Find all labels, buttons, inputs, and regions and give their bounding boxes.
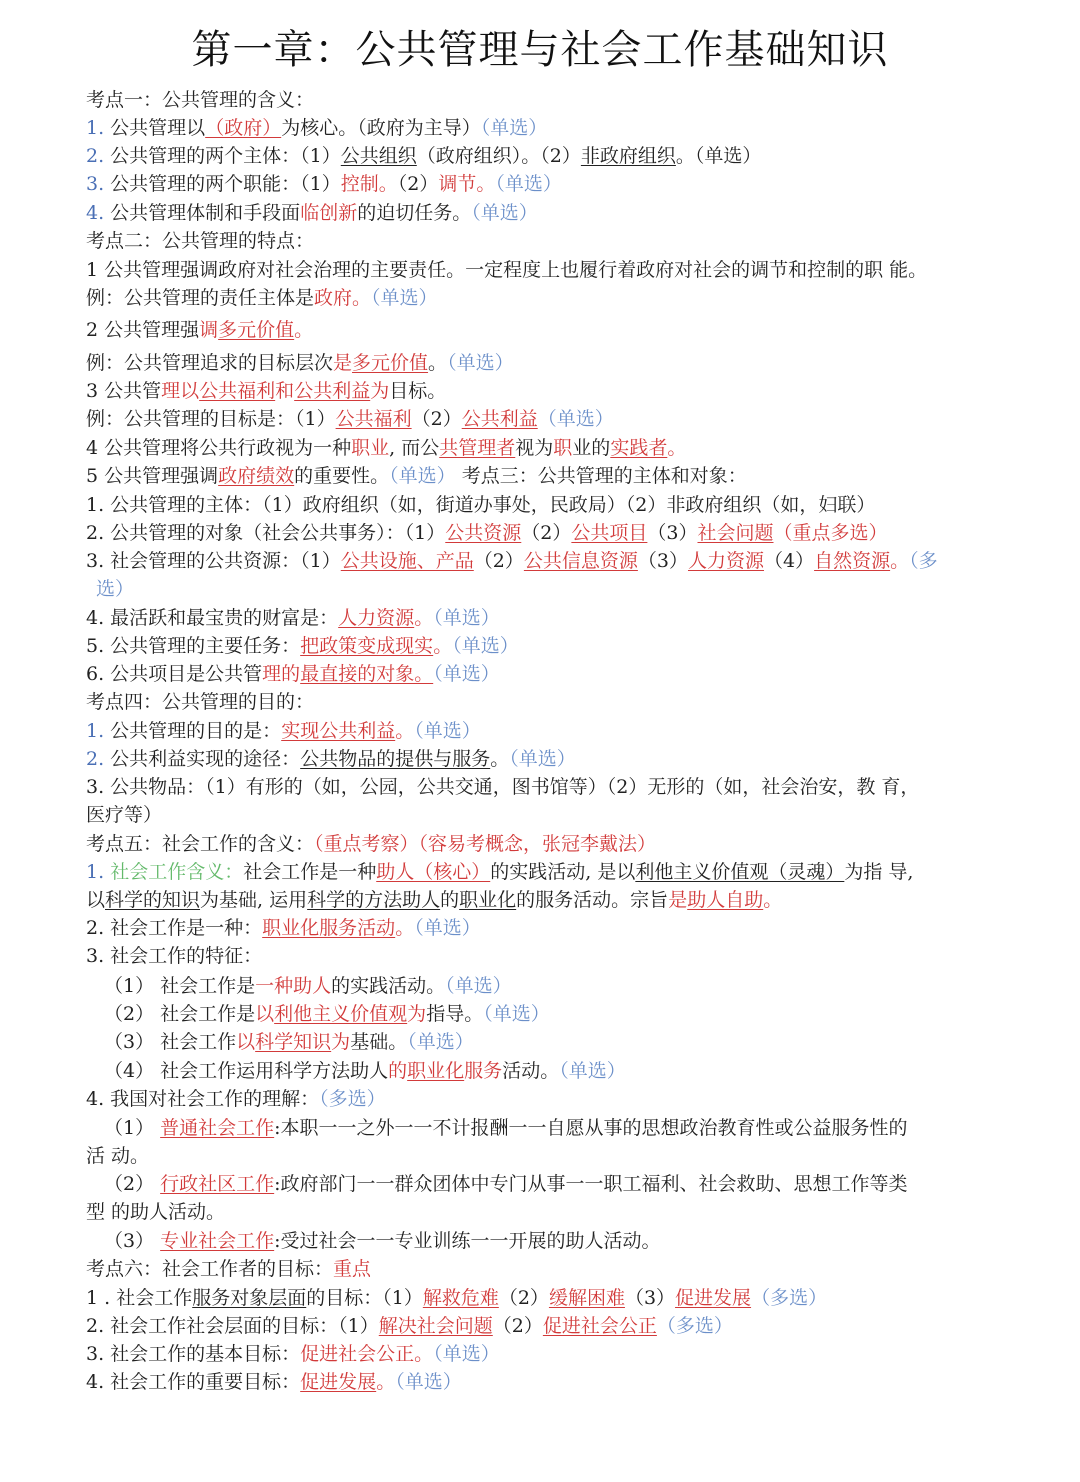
text-segment: 型 的助人活动。 [86, 1201, 226, 1223]
text-segment: 以 [255, 1003, 275, 1025]
text-line [104, 1170, 1034, 1198]
text-line [86, 858, 1016, 886]
text-segment: 人力资源 [338, 607, 415, 629]
text-segment: 公共管理的两个职能：（1） [104, 173, 341, 195]
text-segment: 重点 [333, 1258, 372, 1280]
text-segment: 选） [96, 578, 135, 600]
text-segment: （3） [104, 1230, 161, 1252]
text-segment: 6. 公共项目是公共管 [86, 663, 263, 685]
text-line [86, 377, 1016, 405]
text-line [86, 1368, 1016, 1396]
text-segment: （3） [637, 550, 688, 572]
text-segment: 考点六：社会工作者的目标： [86, 1258, 334, 1280]
text-segment: 以 [236, 1031, 256, 1053]
text-segment: 多元价值 [352, 352, 429, 374]
text-segment: 自然资源 [814, 550, 891, 572]
text-line [86, 1198, 1016, 1226]
text-segment: 5. 公共管理的主要任务： [86, 635, 301, 657]
text-segment: （3） [624, 1287, 676, 1309]
text-segment: 理的 [262, 663, 301, 685]
text-line [86, 745, 1016, 773]
text-segment: 。 [414, 607, 434, 629]
text-segment: 公共信息资源 [523, 550, 638, 572]
text-segment: 4 公共管理将公共行政视为一种 [86, 437, 352, 459]
text-segment: 3. 社会管理的公共资源：（1） [86, 550, 341, 572]
text-segment: 考点三：公共管理的主体和对象： [455, 465, 747, 487]
text-segment: （单选） [389, 465, 456, 487]
text-segment: 和 [275, 380, 295, 402]
text-line [86, 114, 1016, 142]
text-segment: 公共利益实现的途径： [104, 748, 301, 770]
text-segment: 社会工作含义： [110, 861, 244, 883]
text-line [86, 632, 1016, 660]
text-segment: 的 [388, 1060, 408, 1082]
text-segment: 科学的方法助人 [307, 889, 441, 911]
text-segment: 。 [294, 319, 314, 341]
text-segment: （2） [498, 1287, 549, 1309]
text-segment: 利他主义价值观 [274, 1003, 408, 1025]
text-line [86, 547, 1016, 575]
text-segment: 的实践活动。 [331, 975, 446, 997]
text-segment: 3 公共管 [86, 380, 162, 402]
text-segment: （3） 社会工作 [104, 1031, 237, 1053]
text-segment: 科学知识 [255, 1031, 332, 1053]
text-segment: 公共设施、产品 [340, 550, 474, 572]
text-segment: 助人（核心） [376, 861, 491, 883]
text-segment: （单选） [414, 720, 481, 742]
text-segment: 业的 [572, 437, 611, 459]
text-line [86, 1085, 1016, 1113]
text-line [86, 170, 1016, 198]
text-segment: 3. 社会工作的特征： [86, 945, 263, 967]
text-line [86, 914, 1016, 942]
text-segment: （3） [647, 522, 698, 544]
text-segment: 4. 社会工作的重要目标： [86, 1371, 301, 1393]
text-segment: 公共福利 [335, 408, 412, 430]
text-segment: 社会工作是一种 [243, 861, 377, 883]
text-segment: 1 . 社会工作 [86, 1287, 193, 1309]
text-segment: 职业化 [407, 1060, 465, 1082]
text-segment: 解救危难 [422, 1287, 499, 1309]
text-segment: , 而公 [389, 437, 440, 459]
text-segment: :受过社会一一专业训练一一开展的助人活动。 [274, 1230, 661, 1252]
text-segment: 促进发展 [675, 1287, 752, 1309]
text-segment: （单选） [433, 1343, 500, 1365]
text-segment: 公共物品的提供与服务 [300, 748, 491, 770]
text-segment: 。（单选） [675, 145, 762, 167]
text-segment: 2. 社会工作是一种： [86, 917, 263, 939]
text-segment: （2） [492, 1315, 543, 1337]
text-segment: 1. [86, 861, 105, 883]
text-segment: 活动。 [502, 1060, 560, 1082]
text-line [86, 660, 1016, 688]
text-segment: 促进发展 [300, 1371, 377, 1393]
text-line [86, 434, 1016, 462]
text-line [86, 688, 1016, 716]
text-segment: （单选） [433, 663, 500, 685]
text-segment: 理以 [161, 380, 200, 402]
text-segment: 科学的知识 [105, 889, 201, 911]
text-segment: 4. [86, 202, 105, 224]
text-segment: 基础。 [350, 1031, 408, 1053]
text-segment: 公共利益 [294, 380, 371, 402]
text-segment: 促进社会公正。 [300, 1343, 434, 1365]
text-segment: 社会问题 [697, 522, 774, 544]
text-segment: 临创新 [300, 202, 358, 224]
text-segment: 实现公共利益 [281, 720, 396, 742]
text-segment: 的重要性。 [294, 465, 390, 487]
text-segment: 非政府组织 [580, 145, 676, 167]
text-segment: 。 [763, 889, 783, 911]
text-line [86, 886, 1016, 914]
text-line [86, 491, 1016, 519]
text-line [86, 1142, 1016, 1170]
text-segment: 的服务活动。宗旨 [516, 889, 669, 911]
text-segment: 的实践活动, 是以 [490, 861, 636, 883]
text-line [104, 1114, 1034, 1142]
text-segment: 服务对象层面 [192, 1287, 307, 1309]
text-segment: （单选） [371, 287, 438, 309]
text-segment: 指导。 [426, 1003, 484, 1025]
text-segment: （2） [411, 408, 462, 430]
text-segment: 2 公共管理强 [86, 319, 200, 341]
text-line [86, 1284, 1016, 1312]
text-segment: （单选） [407, 1031, 474, 1053]
text-segment: （政府） [205, 117, 282, 139]
text-segment: 例：公共管理追求的目标层次 [86, 352, 334, 374]
text-line [86, 519, 1016, 547]
text-segment: 为基础, 运用 [200, 889, 308, 911]
text-segment: （重点考察）（容易考概念，张冠李戴法） [314, 833, 657, 855]
text-line [86, 801, 1016, 829]
text-segment: 公共福利 [199, 380, 276, 402]
text-segment: 考点一：公共管理的含义： [86, 89, 315, 111]
text-segment: （单选） [452, 635, 519, 657]
text-segment: 调 [199, 319, 219, 341]
text-segment: 公共管理的两个主体：（1） [104, 145, 341, 167]
text-segment: （重点多选） [773, 522, 888, 544]
text-segment: :政府部门一一群众团体中专门从事一一职工福利、社会救助、思想工作等类 [274, 1173, 908, 1195]
text-segment: （单选） [537, 408, 614, 430]
text-segment: （1） [104, 1117, 161, 1139]
text-segment: （多选） [751, 1287, 828, 1309]
text-segment: （单选） [495, 173, 562, 195]
text-segment: （1） 社会工作是 [104, 975, 256, 997]
text-segment: 为核心。（政府为主导） [281, 117, 481, 139]
text-segment: 公共项目 [571, 522, 648, 544]
text-segment: 多元价值 [218, 319, 295, 341]
text-line [104, 1000, 1034, 1028]
text-segment: （2） [397, 173, 439, 195]
text-line [104, 1227, 1034, 1255]
text-line [86, 604, 1016, 632]
text-segment: 1 公共管理强调政府对社会治理的主要责任。一定程度上也履行着政府对社会的调节和控制的职 能。 [86, 259, 928, 281]
text-segment: （4） [764, 550, 815, 572]
text-segment: 共管理者 [439, 437, 516, 459]
text-segment: 职 [553, 437, 573, 459]
text-segment: 职业 [351, 437, 390, 459]
text-segment: 。 [890, 550, 910, 572]
text-segment: 。 [376, 1371, 396, 1393]
text-segment: 例：公共管理的目标是：（1） [86, 408, 336, 430]
text-segment: 为 [370, 380, 390, 402]
text-line [86, 1255, 1016, 1283]
text-segment: 1. 公共管理的主体：（1）政府组织（如，街道办事处，民政局）（2）非政府组织（如，妇联） [86, 494, 876, 516]
text-segment: 服务 [464, 1060, 503, 1082]
text-segment: 政府。 [314, 287, 372, 309]
text-segment: 职业化 [459, 889, 517, 911]
text-segment: 。 [395, 917, 415, 939]
text-segment: 利他主义价值观（灵魂） [635, 861, 845, 883]
text-segment: 助人自助 [687, 889, 764, 911]
text-segment: 政府绩效 [218, 465, 295, 487]
text-segment: 普通社会工作 [160, 1117, 275, 1139]
text-line [86, 284, 1016, 312]
text-segment: 是 [333, 352, 353, 374]
text-segment: 医疗等） [86, 804, 163, 826]
text-segment: 公共管理的目的是： [104, 720, 282, 742]
text-segment: 人力资源 [687, 550, 764, 572]
text-segment: 4. 我国对社会工作的理解： [86, 1088, 320, 1110]
text-segment: （单选） [509, 748, 576, 770]
chapter-title: 第一章：公共管理与社会工作基础知识 [191, 27, 889, 73]
text-line [86, 773, 1016, 801]
text-segment: 公共利益 [461, 408, 538, 430]
text-segment: （2） [521, 522, 572, 544]
text-segment: 1. [86, 117, 105, 139]
text-segment: （2） 社会工作是 [104, 1003, 256, 1025]
text-segment: 职业化服务活动 [262, 917, 396, 939]
text-line [86, 86, 1016, 114]
text-line [86, 462, 1016, 490]
text-segment: 例：公共管理的责任主体是 [86, 287, 315, 309]
text-segment: （单选） [395, 1371, 462, 1393]
text-segment: （4） 社会工作运用科学方法助人 [104, 1060, 389, 1082]
text-segment: 2. [86, 145, 105, 167]
text-line [86, 830, 1016, 858]
text-line [96, 575, 1026, 603]
text-segment: 调节。 [438, 173, 496, 195]
text-segment: 考点五：社会工作的含义： [86, 833, 315, 855]
text-line [86, 717, 1016, 745]
text-segment: 为 [407, 1003, 427, 1025]
text-line [86, 227, 1016, 255]
text-segment: 公共资源 [445, 522, 522, 544]
text-segment: （单选） [433, 607, 500, 629]
text-segment: 。 [395, 720, 415, 742]
text-segment: （单选） [483, 1003, 550, 1025]
text-segment: （单选） [471, 202, 538, 224]
text-segment: 一种助人 [255, 975, 332, 997]
text-segment: :本职一一之外一一不计报酬一一自愿从事的思想政治教育性或公益服务性的 [274, 1117, 908, 1139]
text-segment: 把政策变成现实 [300, 635, 434, 657]
text-segment: （多选） [319, 1088, 386, 1110]
text-segment: 活 动。 [86, 1145, 150, 1167]
text-segment: （多选） [656, 1315, 733, 1337]
text-segment: 控制。 [340, 173, 398, 195]
text-line [86, 942, 1016, 970]
text-segment: 为 [331, 1031, 351, 1053]
text-line [104, 1028, 1034, 1056]
text-line [104, 972, 1034, 1000]
text-segment: 。 [667, 437, 687, 459]
text-segment: 2. [86, 748, 105, 770]
text-line [86, 405, 1016, 433]
text-segment: 促进社会公正 [542, 1315, 657, 1337]
text-segment: 2. 公共管理的对象（社会公共事务）：（1） [86, 522, 446, 544]
text-segment: 的迫切任务。 [357, 202, 472, 224]
text-segment: 的目标：（1） [306, 1287, 423, 1309]
text-segment: 。 [490, 748, 510, 770]
text-segment: 5 公共管理强调 [86, 465, 219, 487]
text-segment: 1. [86, 720, 105, 742]
text-segment: 4. 最活跃和最宝贵的财富是： [86, 607, 339, 629]
text-segment: 是 [668, 889, 688, 911]
text-segment: 视为 [515, 437, 554, 459]
text-segment: 3. 社会工作的基本目标： [86, 1343, 301, 1365]
text-line [86, 1340, 1016, 1368]
text-segment: 。 [428, 352, 448, 374]
text-line [86, 256, 1016, 284]
text-segment: 公共组织 [340, 145, 417, 167]
text-segment: 实践者 [610, 437, 668, 459]
text-segment: 的 [440, 889, 460, 911]
text-segment: 缓解困难 [548, 1287, 625, 1309]
text-segment: （2） [473, 550, 524, 572]
text-segment: 考点二：公共管理的特点： [86, 230, 315, 252]
text-segment: （单选） [559, 1060, 626, 1082]
text-segment: 以 [86, 889, 106, 911]
text-line [86, 142, 1016, 170]
text-segment: 2. 社会工作社会层面的目标：（1） [86, 1315, 379, 1337]
text-segment: 行政社区工作 [160, 1173, 275, 1195]
text-segment: 最直接的对象。 [300, 663, 434, 685]
text-segment: （单选） [447, 352, 514, 374]
text-segment: （单选） [480, 117, 548, 139]
text-segment: 公共管理体制和手段面 [104, 202, 301, 224]
text-segment: （单选） [445, 975, 512, 997]
text-segment: 为指 导, [844, 861, 914, 883]
text-segment: 考点四：公共管理的目的： [86, 691, 315, 713]
text-line [86, 316, 1016, 344]
text-segment: 目标。 [389, 380, 447, 402]
text-segment: 公共管理以 [104, 117, 206, 139]
text-segment: 。 [433, 635, 453, 657]
text-line [86, 199, 1016, 227]
text-segment: 3. [86, 173, 105, 195]
text-segment: （2） [104, 1173, 161, 1195]
text-segment: （多 [909, 550, 938, 572]
text-segment: 解决社会问题 [378, 1315, 493, 1337]
text-line [104, 1057, 1034, 1085]
text-segment: 专业社会工作 [160, 1230, 275, 1252]
text-segment: （政府组织）。（2） [416, 145, 581, 167]
text-line [86, 349, 1016, 377]
text-line [86, 1312, 1016, 1340]
text-segment: （单选） [414, 917, 481, 939]
text-segment: 3. 公共物品：（1）有形的（如，公园，公共交通，图书馆等）（2）无形的（如，社会治安，教 育， [86, 776, 920, 798]
